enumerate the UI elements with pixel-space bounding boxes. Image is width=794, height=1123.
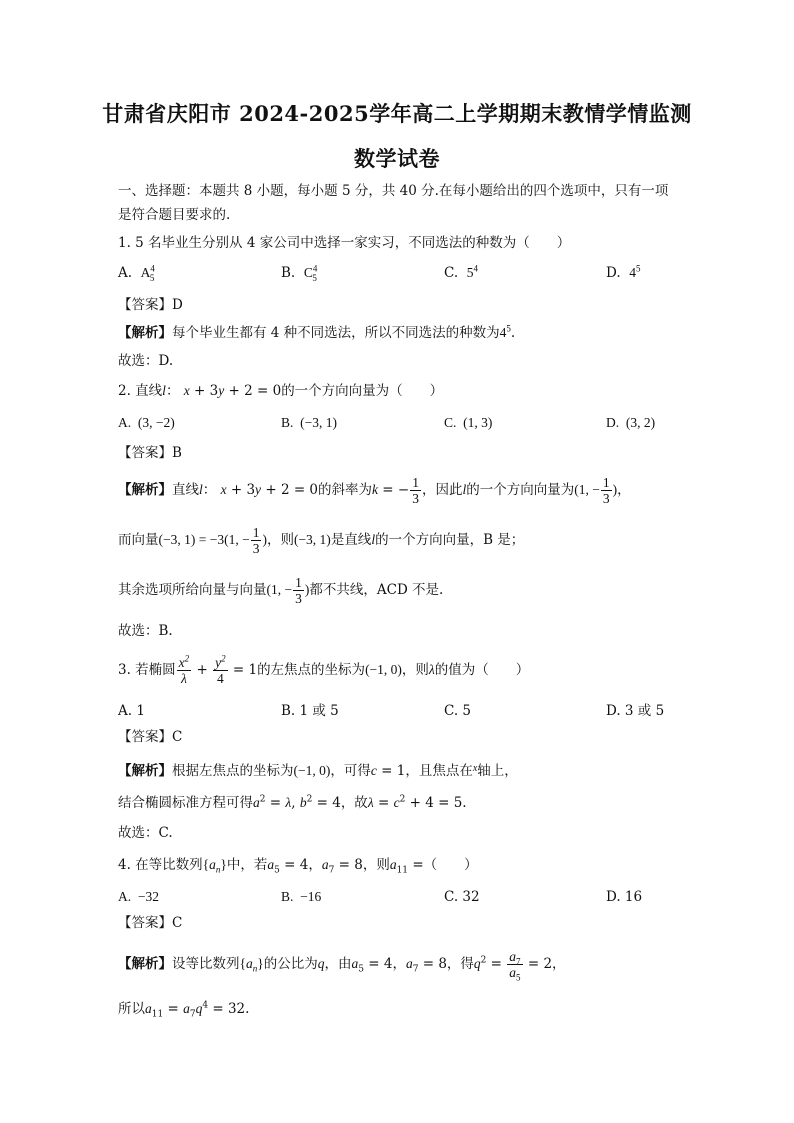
q3-conclusion: 故选：C. [118,825,173,841]
q1-answer: 【答案】D [118,297,183,313]
q3-option-c: C. 5 [444,703,472,719]
q4-analysis-line1: 【解析】设等比数列$\{a_n\}$的公比为q，由$a_5 = 4$，$a_7 = 8$，得$q^2$ = $\frac{a_7}{a_5}$ = 2， [118,949,566,983]
q4-stem: 4. 在等比数列$\{a_n\}$中，若$a_5 = 4$，$a_7 = 8$，则$a_{11}$ =（ ） [118,857,478,876]
q2-option-d: D. (3, 2) [606,415,656,430]
q1-option-d: D. $4^5$ [606,263,641,281]
q4-option-d: D. 16 [606,889,643,905]
q2-answer: 【答案】B [118,445,182,461]
section-intro-line2: 是符合题目要求的. [118,207,231,223]
document-title: 甘肃省庆阳市 2024-2025学年高二上学期期末教情学情监测 [102,101,692,126]
q2-option-c: C. (1, 3) [444,415,493,430]
q3-analysis-line1: 【解析】根据左焦点的坐标为(−1, 0)，可得c = 1，且焦点在$^x$轴上， [118,763,518,779]
q2-conclusion: 故选：B. [118,623,173,639]
q3-stem: 3. 若椭圆 $\frac{x^2}{\lambda}$ + $\frac{y^2}{4}$ = 1的左焦点的坐标为(−1, 0)，则λ的值为（ ） [118,653,530,686]
q4-option-c: C. 32 [444,889,480,905]
q1-option-c: C. $5^4$ [444,263,478,281]
q3-answer: 【答案】C [118,729,183,745]
q2-option-b: B. (−3, 1) [281,415,337,430]
q2-analysis-line2: 而向量(−3, 1) = −3(1, − $\frac{1}{3}$ )，则(−3, 1)是直线l的一个方向向量，B 是； [118,525,525,556]
q2-analysis-line3: 其余选项所给向量与向量(1, − $\frac{1}{3}$ )都不共线，ACD 不是. [118,575,444,606]
section-intro-line1: 一、选择题：本题共 8 小题，每小题 5 分，共 40 分.在每小题给出的四个选项中，只有一项 [118,183,669,199]
q1-option-a: A. $A^4_5$ [118,263,155,283]
q1-analysis: 【解析】每个毕业生都有 4 种不同选法，所以不同选法的种数为$4^5$. [118,323,516,341]
q2-analysis-line1: 【解析】直线l： x + 3y + 2 = 0的斜率为k = − $\frac{1}{3}$ ，因此l的一个方向向量为(1, − $\frac{1}{3}$ )， [118,475,631,506]
q4-option-b: B. −16 [281,889,322,904]
q3-option-d: D. 3 或 5 [606,703,665,719]
document-subtitle: 数学试卷 [354,146,440,171]
q1-option-b: B. $C^4_5$ [281,263,318,283]
q2-stem: 2. 直线l： x + 3y + 2 = 0的一个方向向量为（ ） [118,383,444,399]
q4-answer: 【答案】C [118,915,183,931]
q3-option-b: B. 1 或 5 [281,703,339,719]
q3-option-a: A. 1 [118,703,145,719]
q3-analysis-line2: 结合椭圆标准方程可得$a^2 = \lambda$, $b^2 = 4$，故$\lambda = c^2 + 4 = 5$. [118,794,467,811]
q1-stem: 1. 5 名毕业生分别从 4 家公司中选择一家实习，不同选法的种数为（ ） [118,235,571,251]
q1-conclusion: 故选：D. [118,353,174,369]
q4-analysis-line2: 所以$a_{11} = a_7q^4 = 32$. [118,1000,250,1020]
q4-option-a: A. −32 [118,889,159,904]
q2-option-a: A. (3, −2) [118,415,175,430]
